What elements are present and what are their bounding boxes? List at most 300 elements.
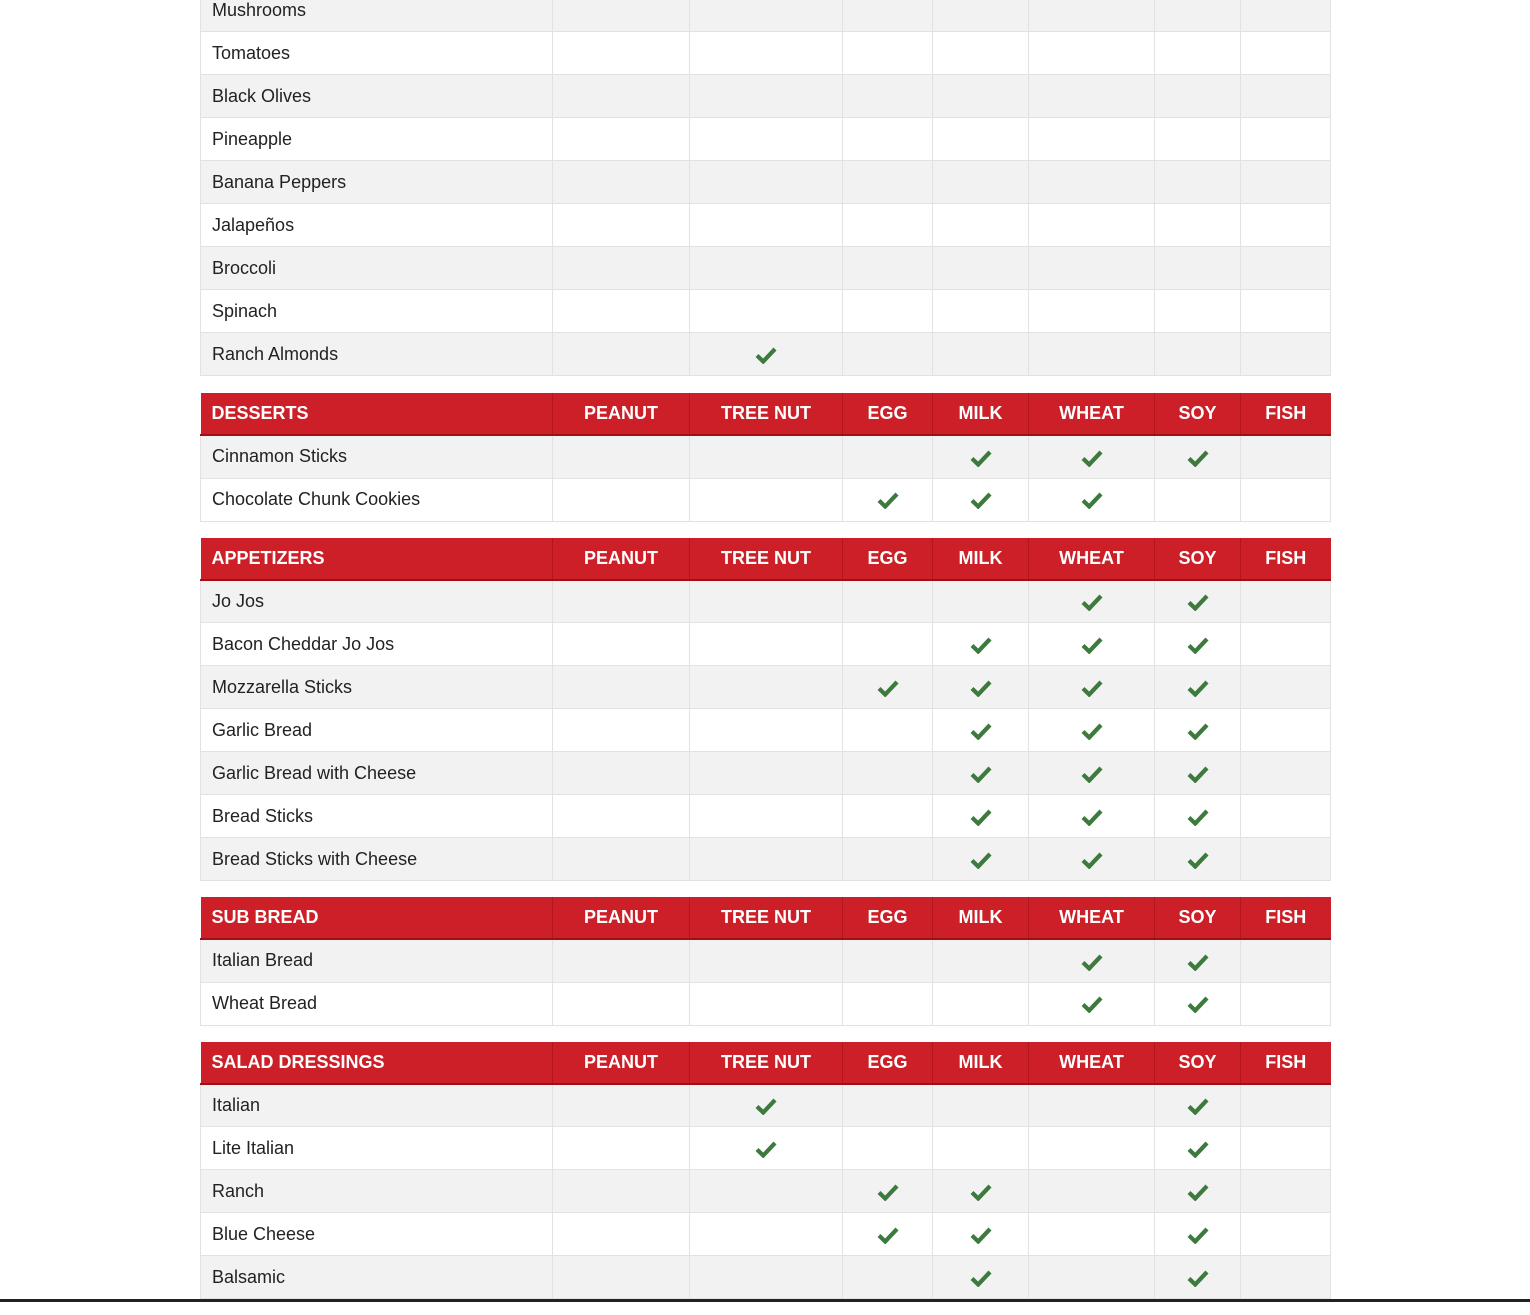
- checkmark-icon: [970, 449, 992, 467]
- menu-item-name: Ranch: [201, 1170, 553, 1213]
- allergen-header-peanut: PEANUT: [553, 393, 690, 435]
- table-header-row: [201, 538, 1331, 580]
- allergen-cell-soy: [1155, 709, 1241, 752]
- checkmark-icon: [970, 722, 992, 740]
- table-row: [201, 982, 1331, 1025]
- checkmark-icon: [1081, 765, 1103, 783]
- allergen-cell-soy: [1155, 0, 1241, 32]
- allergen-cell-fish: [1241, 580, 1331, 623]
- allergen-cell-tree-nut: [690, 580, 843, 623]
- table-salad-dressings: [200, 1042, 1331, 1300]
- allergen-cell-soy: [1155, 1084, 1241, 1127]
- menu-item-name: Broccoli: [201, 247, 553, 290]
- allergen-cell-egg: [843, 1084, 933, 1127]
- table-header-row: [201, 1042, 1331, 1084]
- allergen-cell-soy: [1155, 161, 1241, 204]
- allergen-cell-milk: [933, 118, 1029, 161]
- table-row: [201, 75, 1331, 118]
- allergen-cell-peanut: [553, 118, 690, 161]
- category-title: APPETIZERS: [201, 538, 553, 580]
- allergen-cell-wheat: [1029, 709, 1155, 752]
- checkmark-icon: [1187, 808, 1209, 826]
- allergen-cell-soy: [1155, 623, 1241, 666]
- table-header-row: [201, 393, 1331, 435]
- allergen-header-tree-nut: TREE NUT: [690, 1042, 843, 1084]
- allergen-cell-fish: [1241, 1256, 1331, 1299]
- allergen-cell-milk: [933, 435, 1029, 478]
- checkmark-icon: [755, 1140, 777, 1158]
- checkmark-icon: [1081, 851, 1103, 869]
- checkmark-icon: [1187, 1226, 1209, 1244]
- table-row: [201, 478, 1331, 521]
- allergen-cell-wheat: [1029, 247, 1155, 290]
- allergen-cell-tree-nut: [690, 709, 843, 752]
- allergen-cell-wheat: [1029, 32, 1155, 75]
- allergen-cell-wheat: [1029, 0, 1155, 32]
- allergen-cell-fish: [1241, 0, 1331, 32]
- allergen-cell-wheat: [1029, 1213, 1155, 1256]
- checkmark-icon: [970, 636, 992, 654]
- allergen-header-tree-nut: TREE NUT: [690, 393, 843, 435]
- category-title: DESSERTS: [201, 393, 553, 435]
- table-row: [201, 795, 1331, 838]
- allergen-cell-tree-nut: [690, 1213, 843, 1256]
- allergen-header-tree-nut: TREE NUT: [690, 538, 843, 580]
- allergen-cell-soy: [1155, 75, 1241, 118]
- table-row: [201, 1170, 1331, 1213]
- menu-item-name: Jalapeños: [201, 204, 553, 247]
- menu-item-name: Mozzarella Sticks: [201, 666, 553, 709]
- checkmark-icon: [1081, 808, 1103, 826]
- allergen-cell-tree-nut: [690, 666, 843, 709]
- allergen-header-milk: MILK: [933, 1042, 1029, 1084]
- allergen-cell-peanut: [553, 1213, 690, 1256]
- allergen-cell-soy: [1155, 580, 1241, 623]
- allergen-cell-peanut: [553, 623, 690, 666]
- checkmark-icon: [1187, 449, 1209, 467]
- allergen-cell-tree-nut: [690, 204, 843, 247]
- allergen-cell-soy: [1155, 1256, 1241, 1299]
- menu-item-name: Bread Sticks with Cheese: [201, 838, 553, 881]
- allergen-cell-tree-nut: [690, 1170, 843, 1213]
- checkmark-icon: [1187, 722, 1209, 740]
- checkmark-icon: [970, 808, 992, 826]
- allergen-cell-fish: [1241, 982, 1331, 1025]
- allergen-cell-soy: [1155, 795, 1241, 838]
- allergen-cell-tree-nut: [690, 1084, 843, 1127]
- table-row: [201, 1256, 1331, 1299]
- allergen-cell-fish: [1241, 623, 1331, 666]
- allergen-cell-tree-nut: [690, 752, 843, 795]
- allergen-cell-wheat: [1029, 838, 1155, 881]
- allergen-cell-wheat: [1029, 333, 1155, 376]
- allergen-cell-milk: [933, 666, 1029, 709]
- checkmark-icon: [1187, 636, 1209, 654]
- allergen-cell-milk: [933, 1256, 1029, 1299]
- allergen-cell-peanut: [553, 204, 690, 247]
- allergen-cell-tree-nut: [690, 118, 843, 161]
- allergen-cell-fish: [1241, 1170, 1331, 1213]
- checkmark-icon: [1187, 953, 1209, 971]
- allergen-cell-peanut: [553, 1084, 690, 1127]
- menu-item-name: Chocolate Chunk Cookies: [201, 478, 553, 521]
- allergen-cell-fish: [1241, 333, 1331, 376]
- allergen-cell-egg: [843, 75, 933, 118]
- checkmark-icon: [1187, 1097, 1209, 1115]
- allergen-cell-milk: [933, 1084, 1029, 1127]
- menu-item-name: Bread Sticks: [201, 795, 553, 838]
- allergen-cell-peanut: [553, 247, 690, 290]
- allergen-header-milk: MILK: [933, 897, 1029, 939]
- allergen-cell-peanut: [553, 752, 690, 795]
- allergen-cell-milk: [933, 752, 1029, 795]
- table-desserts: [200, 393, 1331, 522]
- allergen-cell-milk: [933, 580, 1029, 623]
- allergen-cell-peanut: [553, 435, 690, 478]
- table-row: [201, 118, 1331, 161]
- allergen-header-milk: MILK: [933, 393, 1029, 435]
- allergen-header-tree-nut: TREE NUT: [690, 897, 843, 939]
- table-appetizers: [200, 538, 1331, 882]
- allergen-cell-tree-nut: [690, 1256, 843, 1299]
- allergen-cell-tree-nut: [690, 290, 843, 333]
- table-row: [201, 161, 1331, 204]
- allergen-cell-fish: [1241, 478, 1331, 521]
- allergen-header-fish: FISH: [1241, 393, 1331, 435]
- allergen-cell-milk: [933, 478, 1029, 521]
- allergen-cell-egg: [843, 478, 933, 521]
- allergen-cell-peanut: [553, 795, 690, 838]
- allergen-cell-soy: [1155, 478, 1241, 521]
- allergen-cell-peanut: [553, 290, 690, 333]
- table-row: [201, 1127, 1331, 1170]
- checkmark-icon: [970, 765, 992, 783]
- allergen-cell-fish: [1241, 32, 1331, 75]
- checkmark-icon: [970, 851, 992, 869]
- checkmark-icon: [970, 491, 992, 509]
- allergen-cell-tree-nut: [690, 435, 843, 478]
- allergen-cell-egg: [843, 752, 933, 795]
- allergen-cell-fish: [1241, 435, 1331, 478]
- table-row: [201, 32, 1331, 75]
- allergen-cell-fish: [1241, 1127, 1331, 1170]
- table-row: [201, 623, 1331, 666]
- menu-item-name: Black Olives: [201, 75, 553, 118]
- table-row: [201, 333, 1331, 376]
- allergen-cell-tree-nut: [690, 1127, 843, 1170]
- allergen-header-soy: SOY: [1155, 1042, 1241, 1084]
- checkmark-icon: [1187, 1183, 1209, 1201]
- allergen-cell-peanut: [553, 838, 690, 881]
- allergen-header-milk: MILK: [933, 538, 1029, 580]
- menu-item-name: Ranch Almonds: [201, 333, 553, 376]
- allergen-cell-fish: [1241, 1084, 1331, 1127]
- allergen-cell-peanut: [553, 75, 690, 118]
- allergen-header-peanut: PEANUT: [553, 538, 690, 580]
- menu-item-name: Tomatoes: [201, 32, 553, 75]
- allergen-cell-egg: [843, 939, 933, 982]
- menu-item-name: Italian Bread: [201, 939, 553, 982]
- checkmark-icon: [1187, 1140, 1209, 1158]
- allergen-cell-wheat: [1029, 75, 1155, 118]
- allergen-cell-wheat: [1029, 580, 1155, 623]
- checkmark-icon: [1081, 636, 1103, 654]
- allergen-cell-tree-nut: [690, 32, 843, 75]
- allergen-cell-tree-nut: [690, 333, 843, 376]
- table-row: [201, 0, 1331, 32]
- checkmark-icon: [1081, 679, 1103, 697]
- allergen-cell-milk: [933, 709, 1029, 752]
- checkmark-icon: [1187, 593, 1209, 611]
- allergen-header-soy: SOY: [1155, 393, 1241, 435]
- table-row: [201, 666, 1331, 709]
- allergen-cell-peanut: [553, 1127, 690, 1170]
- allergen-cell-fish: [1241, 1213, 1331, 1256]
- allergen-cell-egg: [843, 32, 933, 75]
- checkmark-icon: [970, 1226, 992, 1244]
- checkmark-icon: [1187, 1269, 1209, 1287]
- table-header-row: [201, 897, 1331, 939]
- allergen-cell-soy: [1155, 666, 1241, 709]
- allergen-cell-milk: [933, 1127, 1029, 1170]
- allergen-cell-soy: [1155, 118, 1241, 161]
- checkmark-icon: [1081, 491, 1103, 509]
- checkmark-icon: [877, 1183, 899, 1201]
- menu-item-name: Pineapple: [201, 118, 553, 161]
- table-row: [201, 1213, 1331, 1256]
- allergen-cell-egg: [843, 204, 933, 247]
- allergen-cell-fish: [1241, 795, 1331, 838]
- allergen-cell-milk: [933, 247, 1029, 290]
- allergen-cell-fish: [1241, 247, 1331, 290]
- allergen-cell-soy: [1155, 982, 1241, 1025]
- menu-item-name: Spinach: [201, 290, 553, 333]
- allergen-cell-wheat: [1029, 1084, 1155, 1127]
- table-row: [201, 1084, 1331, 1127]
- allergen-cell-soy: [1155, 838, 1241, 881]
- allergen-cell-peanut: [553, 709, 690, 752]
- allergen-header-wheat: WHEAT: [1029, 1042, 1155, 1084]
- allergen-cell-egg: [843, 247, 933, 290]
- toppings-table-continued: [200, 0, 1331, 376]
- table-row: [201, 709, 1331, 752]
- allergen-cell-milk: [933, 838, 1029, 881]
- allergen-cell-tree-nut: [690, 982, 843, 1025]
- allergen-cell-soy: [1155, 333, 1241, 376]
- allergen-cell-wheat: [1029, 666, 1155, 709]
- allergen-header-egg: EGG: [843, 393, 933, 435]
- allergen-header-soy: SOY: [1155, 897, 1241, 939]
- allergen-cell-egg: [843, 982, 933, 1025]
- allergen-cell-egg: [843, 1170, 933, 1213]
- allergen-cell-tree-nut: [690, 75, 843, 118]
- allergen-cell-milk: [933, 75, 1029, 118]
- allergen-cell-tree-nut: [690, 247, 843, 290]
- allergen-cell-peanut: [553, 1170, 690, 1213]
- allergen-cell-peanut: [553, 982, 690, 1025]
- allergen-cell-fish: [1241, 666, 1331, 709]
- allergen-tables: [200, 0, 1330, 1315]
- allergen-cell-soy: [1155, 290, 1241, 333]
- allergen-cell-milk: [933, 204, 1029, 247]
- allergen-cell-fish: [1241, 290, 1331, 333]
- menu-item-name: Wheat Bread: [201, 982, 553, 1025]
- table-row: [201, 247, 1331, 290]
- menu-item-name: Garlic Bread with Cheese: [201, 752, 553, 795]
- checkmark-icon: [1187, 995, 1209, 1013]
- allergen-cell-wheat: [1029, 623, 1155, 666]
- allergen-cell-milk: [933, 290, 1029, 333]
- allergen-cell-tree-nut: [690, 478, 843, 521]
- allergen-cell-peanut: [553, 580, 690, 623]
- allergen-cell-peanut: [553, 939, 690, 982]
- checkmark-icon: [970, 679, 992, 697]
- allergen-cell-egg: [843, 666, 933, 709]
- checkmark-icon: [877, 491, 899, 509]
- allergen-cell-fish: [1241, 118, 1331, 161]
- menu-item-name: Jo Jos: [201, 580, 553, 623]
- allergen-cell-egg: [843, 0, 933, 32]
- checkmark-icon: [877, 679, 899, 697]
- allergen-cell-milk: [933, 0, 1029, 32]
- menu-item-name: Cinnamon Sticks: [201, 435, 553, 478]
- allergen-cell-fish: [1241, 838, 1331, 881]
- allergen-cell-egg: [843, 580, 933, 623]
- checkmark-icon: [877, 1226, 899, 1244]
- allergen-cell-fish: [1241, 204, 1331, 247]
- checkmark-icon: [1187, 765, 1209, 783]
- checkmark-icon: [1081, 449, 1103, 467]
- allergen-cell-egg: [843, 623, 933, 666]
- allergen-cell-soy: [1155, 1170, 1241, 1213]
- allergen-cell-milk: [933, 32, 1029, 75]
- allergen-header-wheat: WHEAT: [1029, 897, 1155, 939]
- checkmark-icon: [970, 1183, 992, 1201]
- table-row: [201, 580, 1331, 623]
- allergen-cell-fish: [1241, 75, 1331, 118]
- allergen-cell-tree-nut: [690, 0, 843, 32]
- menu-item-name: Lite Italian: [201, 1127, 553, 1170]
- table-row: [201, 204, 1331, 247]
- menu-item-name: Banana Peppers: [201, 161, 553, 204]
- allergen-cell-wheat: [1029, 939, 1155, 982]
- allergen-cell-milk: [933, 161, 1029, 204]
- allergen-cell-wheat: [1029, 204, 1155, 247]
- allergen-cell-wheat: [1029, 435, 1155, 478]
- allergen-cell-peanut: [553, 333, 690, 376]
- allergen-cell-wheat: [1029, 982, 1155, 1025]
- checkmark-icon: [1081, 722, 1103, 740]
- allergen-cell-tree-nut: [690, 939, 843, 982]
- allergen-cell-soy: [1155, 1127, 1241, 1170]
- allergen-cell-egg: [843, 1127, 933, 1170]
- allergen-cell-peanut: [553, 478, 690, 521]
- allergen-cell-egg: [843, 161, 933, 204]
- allergen-header-peanut: PEANUT: [553, 1042, 690, 1084]
- allergen-cell-milk: [933, 1170, 1029, 1213]
- allergen-cell-soy: [1155, 939, 1241, 982]
- category-title: SALAD DRESSINGS: [201, 1042, 553, 1084]
- allergen-header-egg: EGG: [843, 538, 933, 580]
- allergen-cell-fish: [1241, 752, 1331, 795]
- table-row: [201, 435, 1331, 478]
- allergen-cell-soy: [1155, 32, 1241, 75]
- menu-item-name: Italian: [201, 1084, 553, 1127]
- allergen-cell-peanut: [553, 161, 690, 204]
- allergen-cell-wheat: [1029, 161, 1155, 204]
- allergen-cell-milk: [933, 333, 1029, 376]
- allergen-cell-tree-nut: [690, 623, 843, 666]
- allergen-cell-wheat: [1029, 752, 1155, 795]
- allergen-cell-peanut: [553, 32, 690, 75]
- table-row: [201, 838, 1331, 881]
- allergen-cell-milk: [933, 982, 1029, 1025]
- allergen-cell-egg: [843, 838, 933, 881]
- allergen-cell-egg: [843, 435, 933, 478]
- allergen-cell-egg: [843, 290, 933, 333]
- allergen-cell-wheat: [1029, 118, 1155, 161]
- allergen-cell-soy: [1155, 247, 1241, 290]
- checkmark-icon: [1187, 851, 1209, 869]
- allergen-header-wheat: WHEAT: [1029, 393, 1155, 435]
- allergen-header-soy: SOY: [1155, 538, 1241, 580]
- table-row: [201, 939, 1331, 982]
- allergen-cell-fish: [1241, 709, 1331, 752]
- allergen-cell-egg: [843, 333, 933, 376]
- allergen-header-egg: EGG: [843, 897, 933, 939]
- allergen-cell-soy: [1155, 1213, 1241, 1256]
- allergen-cell-egg: [843, 795, 933, 838]
- checkmark-icon: [755, 346, 777, 364]
- allergen-cell-wheat: [1029, 290, 1155, 333]
- table-row: [201, 290, 1331, 333]
- checkmark-icon: [1081, 995, 1103, 1013]
- allergen-header-egg: EGG: [843, 1042, 933, 1084]
- table-sub-bread: [200, 897, 1331, 1026]
- allergen-cell-soy: [1155, 435, 1241, 478]
- allergen-cell-tree-nut: [690, 838, 843, 881]
- allergen-cell-milk: [933, 1213, 1029, 1256]
- allergen-cell-peanut: [553, 1256, 690, 1299]
- allergen-cell-fish: [1241, 939, 1331, 982]
- allergen-cell-soy: [1155, 752, 1241, 795]
- allergen-cell-peanut: [553, 666, 690, 709]
- allergen-cell-egg: [843, 1213, 933, 1256]
- allergen-cell-egg: [843, 1256, 933, 1299]
- allergen-header-peanut: PEANUT: [553, 897, 690, 939]
- menu-item-name: Garlic Bread: [201, 709, 553, 752]
- allergen-cell-milk: [933, 939, 1029, 982]
- allergen-cell-soy: [1155, 204, 1241, 247]
- allergen-cell-wheat: [1029, 1170, 1155, 1213]
- allergen-cell-wheat: [1029, 1127, 1155, 1170]
- allergen-cell-tree-nut: [690, 161, 843, 204]
- allergen-cell-tree-nut: [690, 795, 843, 838]
- menu-item-name: Mushrooms: [201, 0, 553, 32]
- allergen-cell-wheat: [1029, 478, 1155, 521]
- allergen-cell-milk: [933, 795, 1029, 838]
- allergen-cell-egg: [843, 709, 933, 752]
- checkmark-icon: [1081, 953, 1103, 971]
- allergen-header-fish: FISH: [1241, 1042, 1331, 1084]
- checkmark-icon: [755, 1097, 777, 1115]
- allergen-header-fish: FISH: [1241, 538, 1331, 580]
- menu-item-name: Balsamic: [201, 1256, 553, 1299]
- allergen-header-wheat: WHEAT: [1029, 538, 1155, 580]
- allergen-cell-milk: [933, 623, 1029, 666]
- table-row: [201, 752, 1331, 795]
- allergen-cell-wheat: [1029, 1256, 1155, 1299]
